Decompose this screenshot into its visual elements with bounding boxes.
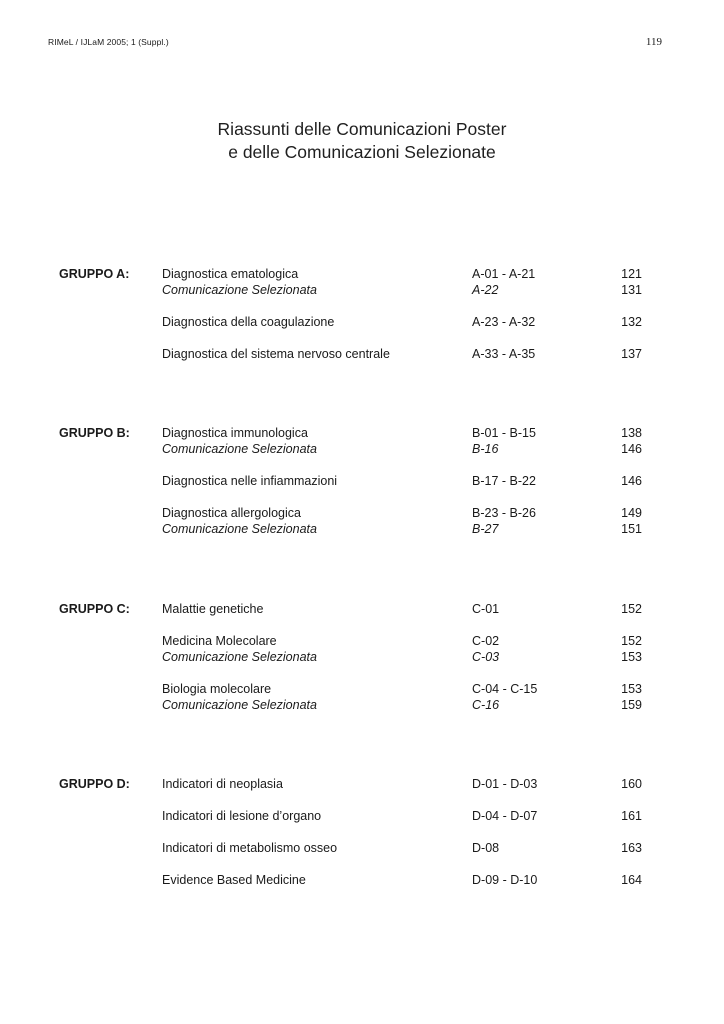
entry-title: Diagnostica immunologica [162, 426, 308, 440]
entry-title: Diagnostica del sistema nervoso centrale [162, 347, 390, 361]
entry-code: D-08 [472, 841, 500, 855]
toc-entry [0, 633, 724, 649]
entry-title: Comunicazione Selezionata [162, 283, 317, 297]
entry-code: A-23 - A-32 [472, 315, 536, 329]
entry-code: C-04 - C-15 [472, 682, 538, 696]
toc-entry [0, 521, 724, 537]
entry-page: 146 [621, 442, 642, 456]
group-entries [0, 601, 724, 713]
entry-title: Malattie genetiche [162, 602, 264, 616]
entry-page: 146 [621, 474, 642, 488]
entry-code: B-16 [472, 442, 499, 456]
entry-page: 164 [621, 873, 642, 887]
toc-entry [0, 601, 724, 617]
group-label: GRUPPO D: [59, 777, 130, 791]
toc-entry [0, 282, 724, 298]
toc-entry [0, 808, 724, 824]
entry-title: Evidence Based Medicine [162, 873, 306, 887]
entry-page: 153 [621, 650, 642, 664]
entry-page: 153 [621, 682, 642, 696]
entry-page: 159 [621, 698, 642, 712]
entry-code: B-27 [472, 522, 499, 536]
page-title-line-1: Riassunti delle Comunicazioni Poster [217, 119, 507, 139]
entry-title: Comunicazione Selezionata [162, 650, 317, 664]
toc-entry [0, 649, 724, 665]
entry-code: A-22 [472, 283, 499, 297]
group-entries [0, 425, 724, 537]
page-title [0, 118, 724, 164]
toc-entry [0, 505, 724, 521]
entry-code: D-01 - D-03 [472, 777, 538, 791]
entry-code: D-04 - D-07 [472, 809, 538, 823]
entry-page: 160 [621, 777, 642, 791]
page-title-line-2: e delle Comunicazioni Selezionate [228, 142, 496, 162]
toc-entry [0, 776, 724, 792]
entry-title: Diagnostica ematologica [162, 267, 299, 281]
entry-title: Indicatori di neoplasia [162, 777, 283, 791]
toc-entry [0, 681, 724, 697]
entry-code: B-01 - B-15 [472, 426, 536, 440]
entry-title: Indicatori di metabolismo osseo [162, 841, 338, 855]
entry-title: Comunicazione Selezionata [162, 698, 317, 712]
entry-page: 152 [621, 602, 642, 616]
journal-header: RIMeL / IJLaM 2005; 1 (Suppl.) [48, 37, 169, 47]
entry-page: 138 [621, 426, 642, 440]
entry-title: Medicina Molecolare [162, 634, 277, 648]
toc-entry [0, 314, 724, 330]
group-entries [0, 266, 724, 362]
entry-page: 132 [621, 315, 642, 329]
page-number: 119 [645, 36, 662, 48]
entry-title: Diagnostica nelle infiammazioni [162, 474, 338, 488]
entry-code: A-33 - A-35 [472, 347, 536, 361]
entry-page: 163 [621, 841, 642, 855]
entry-page: 149 [621, 506, 642, 520]
toc-entry [0, 697, 724, 713]
group-label: GRUPPO C: [59, 602, 130, 616]
entry-code: A-01 - A-21 [472, 267, 536, 281]
entry-code: C-03 [472, 650, 500, 664]
entry-code: B-17 - B-22 [472, 474, 536, 488]
toc-entry [0, 872, 724, 888]
entry-page: 151 [621, 522, 642, 536]
group-entries [0, 776, 724, 888]
entry-code: C-16 [472, 698, 500, 712]
entry-code: B-23 - B-26 [472, 506, 536, 520]
entry-code: C-02 [472, 634, 500, 648]
toc-entry [0, 840, 724, 856]
group-label: GRUPPO B: [59, 426, 130, 440]
entry-code: D-09 - D-10 [472, 873, 538, 887]
toc-entry [0, 346, 724, 362]
entry-title: Diagnostica della coagulazione [162, 315, 335, 329]
toc-entry [0, 441, 724, 457]
entry-title: Indicatori di lesione d’organo [162, 809, 322, 823]
entry-title: Comunicazione Selezionata [162, 522, 317, 536]
entry-title: Biologia molecolare [162, 682, 272, 696]
entry-code: C-01 [472, 602, 500, 616]
entry-title: Comunicazione Selezionata [162, 442, 317, 456]
entry-page: 137 [621, 347, 642, 361]
entry-title: Diagnostica allergologica [162, 506, 301, 520]
toc-entry [0, 266, 724, 282]
entry-page: 131 [621, 283, 642, 297]
entry-page: 152 [621, 634, 642, 648]
toc-entry [0, 425, 724, 441]
entry-page: 161 [621, 809, 642, 823]
entry-page: 121 [621, 267, 642, 281]
toc-entry [0, 473, 724, 489]
group-label: GRUPPO A: [59, 267, 130, 281]
